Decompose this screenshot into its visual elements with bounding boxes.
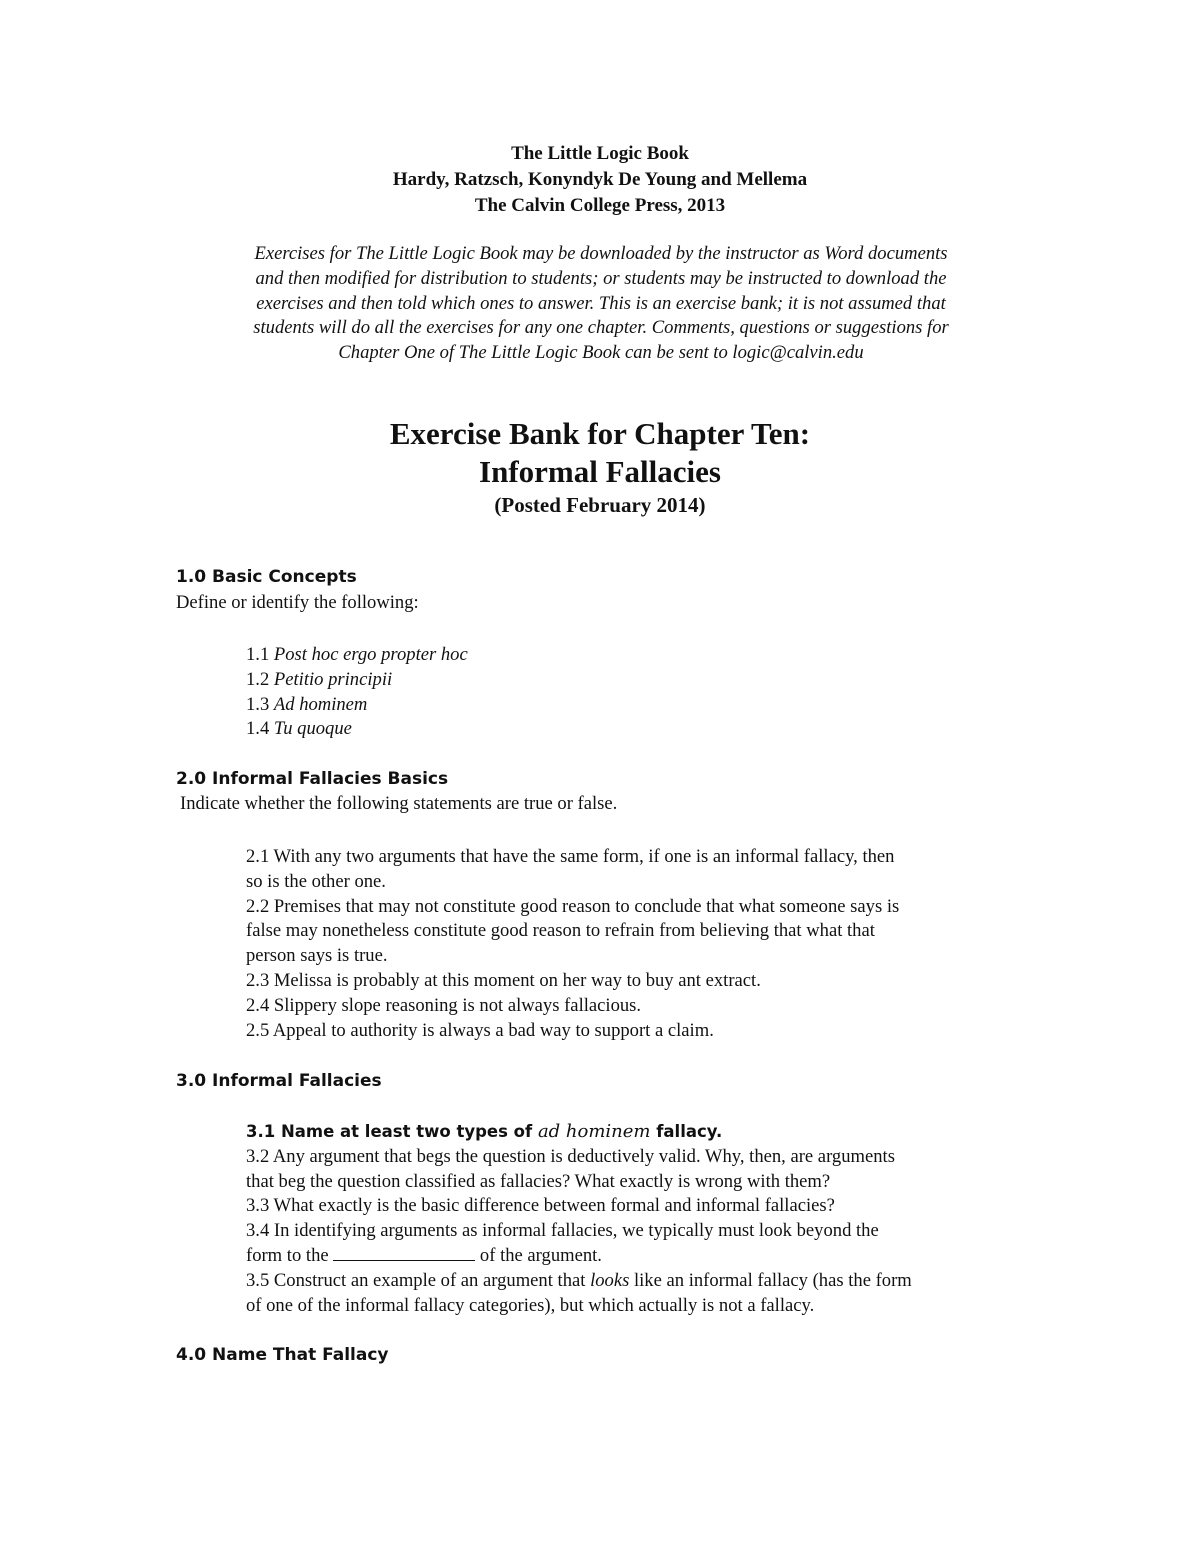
list-item: 2.1 With any two arguments that have the same form, if one is an informal fallacy, then so is the other one.: [246, 846, 895, 892]
book-title: The Little Logic Book: [511, 143, 689, 164]
list-item: 1.4 Tu quoque: [246, 718, 352, 740]
section-1-heading: 1.0 Basic Concepts: [176, 567, 357, 587]
section-2-heading: 2.0 Informal Fallacies Basics: [176, 769, 449, 789]
list-item: 1.3 Ad hominem: [246, 693, 368, 715]
title-line-1: Exercise Bank for Chapter Ten:: [389, 416, 811, 451]
section-3-list: [246, 1120, 1036, 1318]
posted-date: (Posted February 2014): [494, 493, 706, 517]
document-header: [0, 141, 1200, 219]
intro-paragraph: [170, 242, 1032, 366]
list-item: 1.2 Petitio principii: [246, 668, 393, 690]
section-2-instruction: Indicate whether the following statements are true or false.: [180, 793, 618, 814]
list-item: 2.2 Premises that may not constitute good reason to conclude that what someone says is false may nonetheless constitute good reason to refrain from believing that what that person says is true.: [246, 895, 900, 967]
publisher-line: The Calvin College Press, 2013: [474, 195, 726, 216]
authors-line: Hardy, Ratzsch, Konyndyk De Young and Mellema: [392, 169, 808, 190]
section-4-heading: 4.0 Name That Fallacy: [176, 1345, 389, 1365]
intro-line: Chapter One of The Little Logic Book can be sent to logic@calvin.edu: [338, 342, 864, 364]
title-line-2: Informal Fallacies: [479, 454, 721, 489]
intro-line: Exercises for The Little Logic Book may be downloaded by the instructor as Word documents: [254, 243, 948, 264]
list-item: 3.5 Construct an example of an argument that looks like an informal fallacy (has the form of one of the informal fallacy categories), but which actually is not a fallacy.: [246, 1269, 912, 1316]
list-item: 2.4 Slippery slope reasoning is not always fallacious.: [246, 994, 642, 1016]
section-1-list: [246, 643, 1036, 742]
list-item: 3.4 In identifying arguments as informal fallacies, we typically must look beyond the form to the of the argument.: [246, 1220, 879, 1266]
exercise-title: [0, 414, 1200, 520]
section-1-instruction: Define or identify the following:: [176, 592, 419, 613]
section-3-heading: 3.0 Informal Fallacies: [176, 1071, 382, 1091]
list-item: 2.5 Appeal to authority is always a bad way to support a claim.: [246, 1019, 714, 1041]
list-item: 2.3 Melissa is probably at this moment on her way to buy ant extract.: [246, 969, 761, 991]
list-item: 3.1 Name at least two types of ad hominem fallacy.: [246, 1121, 723, 1142]
section-2-list: [246, 845, 1036, 1043]
list-item: 1.1 Post hoc ergo propter hoc: [246, 644, 468, 665]
intro-line: and then modified for distribution to students; or students may be instructed to download the: [255, 267, 947, 289]
fill-in-blank: [333, 1244, 475, 1261]
list-item: 3.2 Any argument that begs the question is deductively valid. Why, then, are arguments that beg the question classified as fallacies? What exactly is wrong with them?: [246, 1145, 895, 1192]
intro-line: exercises and then told which ones to answer. This is an exercise bank; it is not assumed that: [256, 292, 946, 314]
list-item: 3.3 What exactly is the basic difference between formal and informal fallacies?: [246, 1195, 835, 1217]
intro-line: students will do all the exercises for any one chapter. Comments, questions or suggestions for: [253, 317, 949, 339]
